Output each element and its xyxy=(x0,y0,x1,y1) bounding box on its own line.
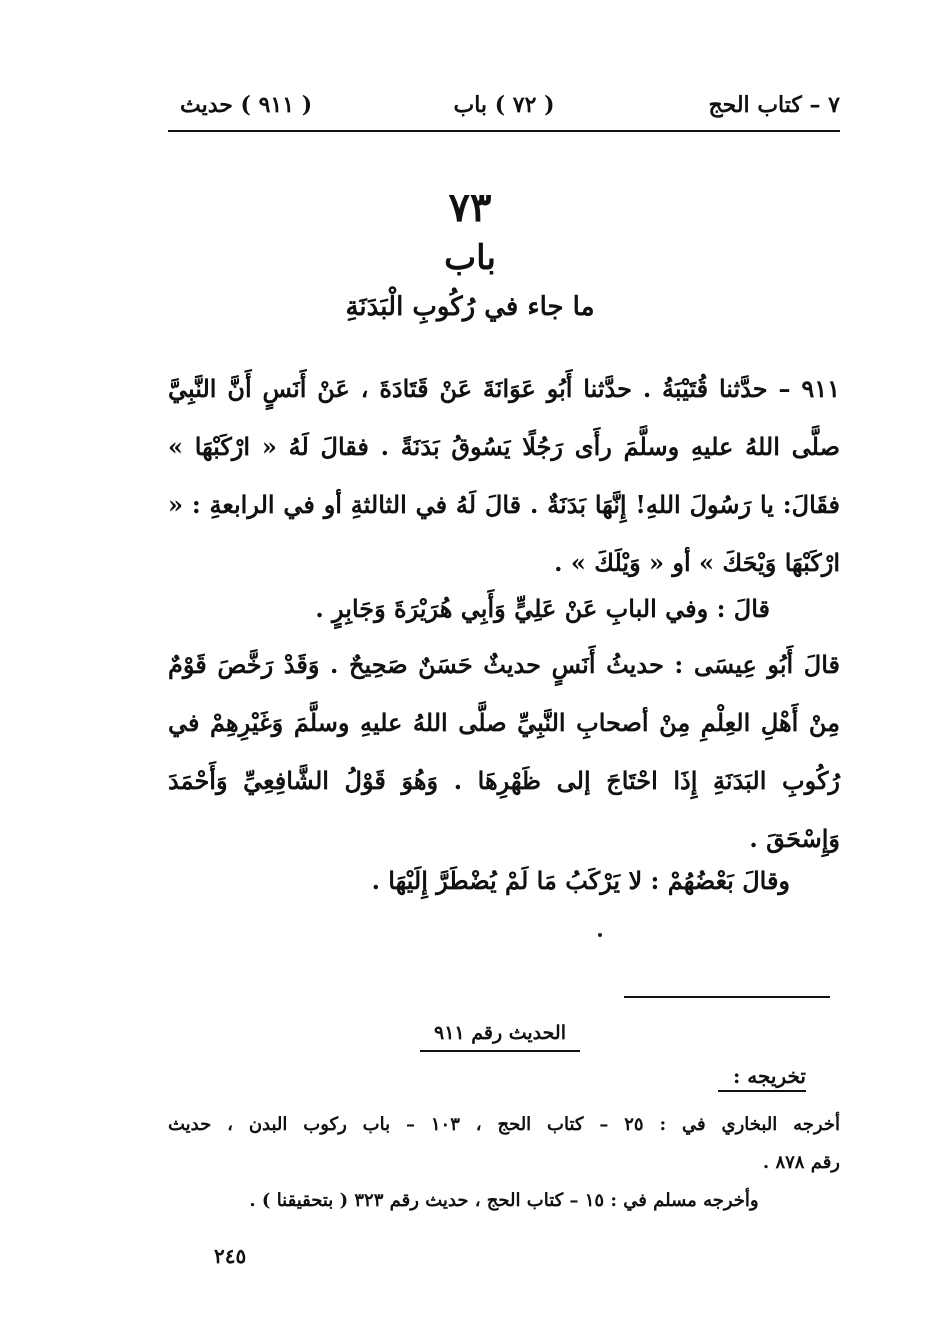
hadith-paragraph: ٩١١ – حدَّثنا قُتَيْبَةُ . حدَّثنا أَبُو عَوَانَةَ عَنْ قَتَادَةَ ، عَنْ أَنَسٍ أَنَّ النَّبِيَّ صلَّى اللهُ عليهِ وسلَّمَ رأَى رَجُلًا يَسُوقُ بَدَنَةً . فقالَ لَهُ « ارْكَبْهَا » فقَالَ: يا رَسُولَ اللهِ! إِنَّهَا بَدَنَةٌ . قالَ لَهُ في الثالثةِ أو في الرابعةِ : « ارْكَبْهَا وَيْحَكَ » أو « وَيْلَكَ » . xyxy=(168,374,841,577)
header-book-title: ٧ – كتاب الحج xyxy=(708,92,840,118)
commentary-paragraph: قالَ أَبُو عِيسَى : حديثُ أَنَسٍ حديثٌ حَسَنٌ صَحِيحٌ . وَقَدْ رَخَّصَ قَوْمٌ مِنْ أَهْلِ العِلْمِ مِنْ أصحابِ النَّبِيِّ صلَّى اللهُ عليهِ وسلَّمَ وَغَيْرِهِمْ في رُكُوبِ البَدَنَةِ إِذَا احْتَاجَ إلى ظَهْرِهَا . وَهُوَ قَوْلُ الشَّافِعِيِّ وَأَحْمَدَ وَإِسْحَقَ . xyxy=(168,650,840,853)
stray-dot xyxy=(598,933,602,937)
takhrij-underline xyxy=(718,1090,806,1092)
chapter-label: باب xyxy=(444,238,496,278)
footnote-line: رقم ٨٧٨ . xyxy=(762,1152,840,1173)
footnote-divider xyxy=(624,996,830,998)
header-chapter: ( ٧٢ ) باب xyxy=(453,92,555,118)
page-number: ٢٤٥ xyxy=(214,1244,247,1268)
footnote-heading: الحديث رقم ٩١١ xyxy=(433,1022,566,1044)
chapter-number: ٧٣ xyxy=(448,184,492,231)
footnote-line: أخرجه البخاري في : ٢٥ – كتاب الحج ، ١٠٣ – باب ركوب البدن ، حديث xyxy=(168,1114,840,1135)
header-hadith-number: ( ٩١١ ) حديث xyxy=(180,92,313,118)
takhrij-label: تخريجه : xyxy=(732,1064,806,1088)
chapter-note-paragraph: قالَ : وفي البابِ عَنْ عَلِيٍّ وَأَبِي هُرَيْرَةَ وَجَابِرٍ . xyxy=(315,594,770,623)
footnote-line: وأخرجه مسلم في : ١٥ – كتاب الحج ، حديث رقم ٣٢٣ ( بتحقيقنا ) . xyxy=(249,1190,759,1211)
closing-paragraph: وقالَ بَعْضُهُمْ : لا يَرْكَبُ مَا لَمْ يُضْطَرَّ إِلَيْهَا . xyxy=(371,866,790,895)
running-header xyxy=(168,86,840,126)
header-divider xyxy=(168,130,840,132)
chapter-title: ما جاء في رُكُوبِ الْبَدَنَةِ xyxy=(345,292,595,322)
footnote-heading-underline xyxy=(420,1050,580,1052)
